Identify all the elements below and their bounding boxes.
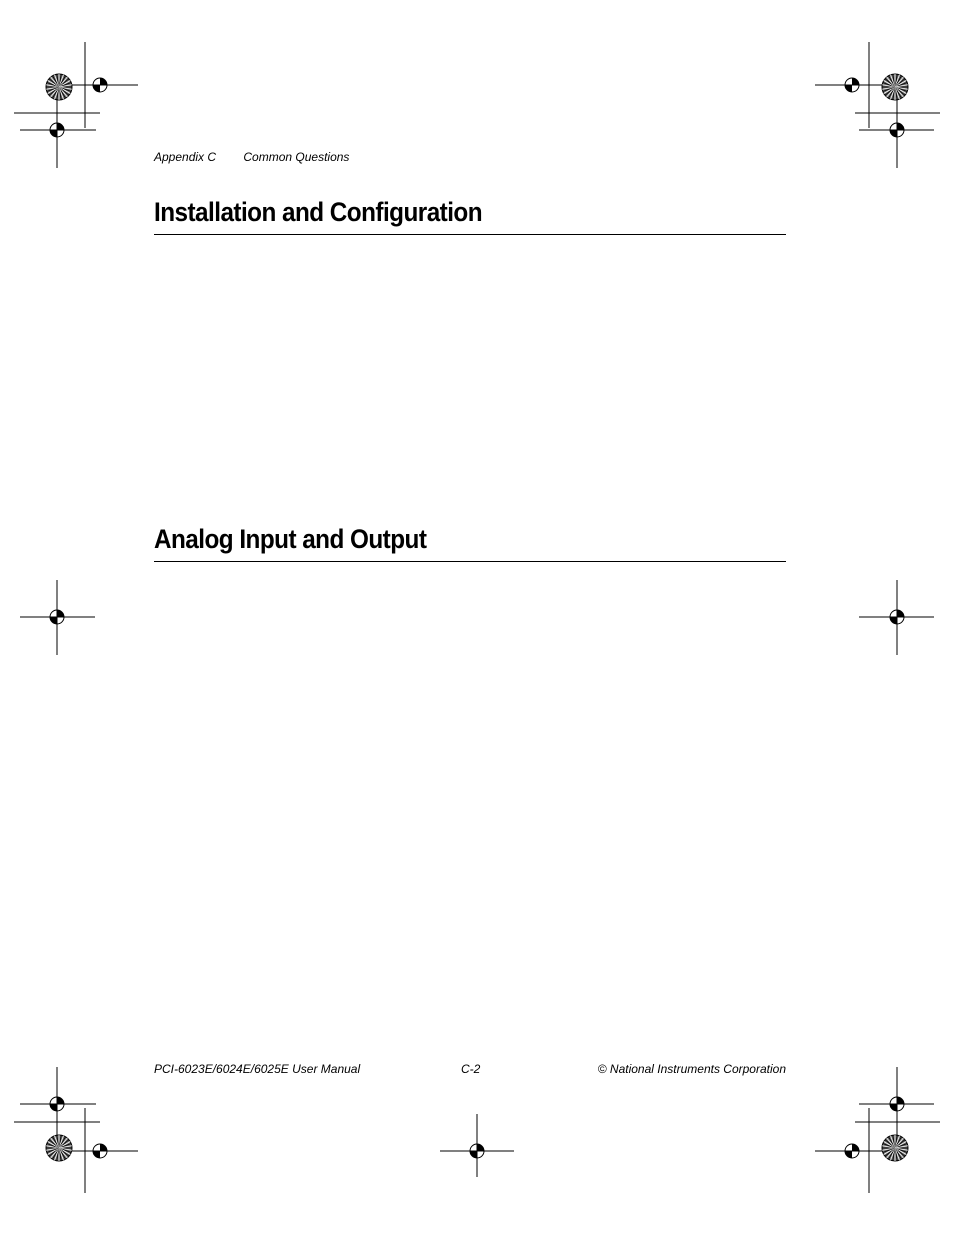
- section-heading-installation: Installation and Configuration: [154, 197, 483, 227]
- registration-starburst-icon: [882, 74, 908, 100]
- section-rule: [154, 561, 786, 562]
- footer-manual-title: PCI-6023E/6024E/6025E User Manual: [154, 1062, 361, 1076]
- registration-starburst-icon: [46, 74, 72, 100]
- appendix-label: Appendix C: [154, 150, 217, 164]
- running-head: [154, 150, 349, 164]
- registration-starburst-icon: [882, 1135, 908, 1161]
- section-heading-analog-io: Analog Input and Output: [154, 524, 427, 554]
- chapter-name: Common Questions: [243, 150, 350, 164]
- footer-page-number: C-2: [461, 1062, 481, 1076]
- footer-copyright: © National Instruments Corporation: [597, 1062, 786, 1076]
- registration-starburst-icon: [46, 1135, 72, 1161]
- section-rule: [154, 234, 786, 235]
